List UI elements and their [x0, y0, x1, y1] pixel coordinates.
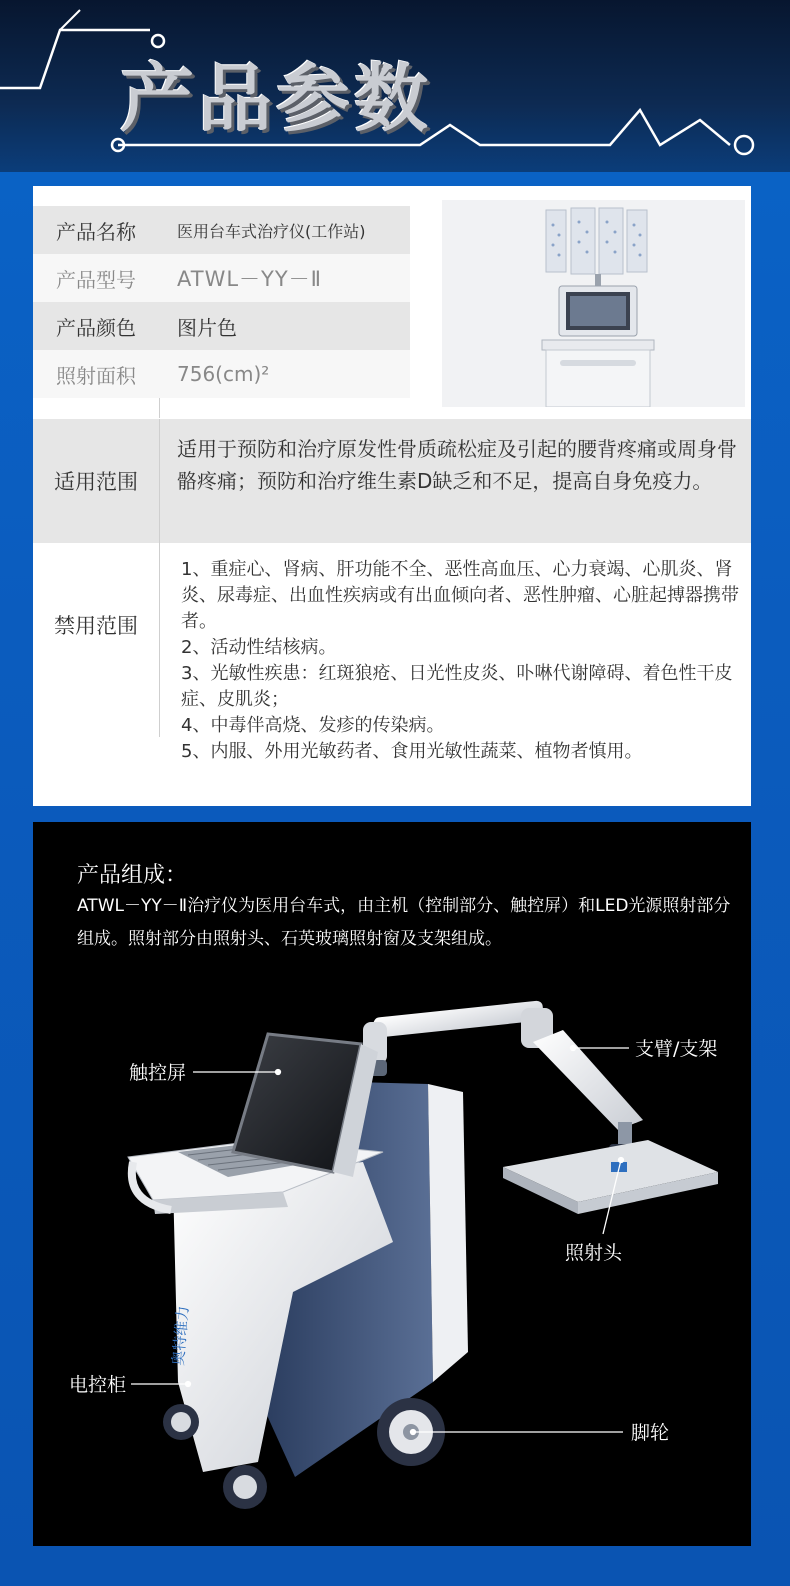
composition-title: 产品组成： — [77, 863, 188, 888]
spec-value: 图片色 — [177, 315, 237, 340]
spec-value: ATWL－YY－Ⅱ — [177, 267, 323, 291]
composition-panel — [33, 822, 751, 1546]
spec-label: 产品型号 — [56, 267, 136, 292]
composition-description: ATWL－YY－Ⅱ治疗仪为医用台车式，由主机（控制部分、触控屏）和LED光源照射部分组成。照射部分由照射头、石英玻璃照射窗及支架组成。 — [77, 896, 731, 949]
spec-row-color — [33, 302, 410, 350]
scope-label: 适用范围 — [54, 470, 138, 494]
brand-logo-text: 奥特维力 — [169, 1304, 193, 1367]
list-item: 1、重症心、肾病、肝功能不全、恶性高血压、心力衰竭、心肌炎、肾炎、尿毒症、出血性疾病或有出血倾向者、恶性肿瘤、心脏起搏器携带者。 — [181, 559, 739, 632]
list-item: 3、光敏性疾患：红斑狼疮、日光性皮炎、卟啉代谢障碍、着色性干皮症、皮肌炎； — [181, 663, 733, 710]
callout-irradiation-head: 照射头 — [565, 1242, 623, 1264]
spec-panel — [33, 186, 751, 806]
spec-row-area — [33, 350, 410, 398]
page-header — [0, 0, 790, 172]
list-item: 4、中毒伴高烧、发疹的传染病。 — [181, 715, 445, 736]
spec-row-scope — [33, 419, 751, 543]
callout-arm: 支臂/支架 — [635, 1038, 718, 1060]
spec-label: 照射面积 — [56, 363, 136, 388]
spec-row-model — [33, 254, 410, 302]
spec-label: 产品颜色 — [56, 315, 136, 340]
spec-label: 产品名称 — [56, 219, 136, 244]
scope-text: 适用于预防和治疗原发性骨质疏松症及引起的腰背疼痛或周身骨骼疼痛；预防和治疗维生素D缺乏和不足，提高自身免疫力。 — [177, 437, 737, 493]
list-item: 5、内服、外用光敏药者、食用光敏性蔬菜、植物者慎用。 — [181, 741, 643, 762]
spec-value: 756(cm)² — [177, 362, 270, 386]
product-photo — [442, 200, 745, 407]
spec-row-name — [33, 206, 410, 254]
contraindications-list — [181, 557, 741, 765]
page-title: 产品参数 — [120, 56, 432, 142]
list-item: 2、活动性结核病。 — [181, 637, 337, 658]
contraindications-label: 禁用范围 — [54, 614, 138, 638]
callout-control-cabinet: 电控柜 — [69, 1374, 127, 1396]
callout-casters: 脚轮 — [631, 1422, 670, 1444]
spec-row-contraindications — [33, 543, 751, 806]
spec-value: 医用台车式治疗仪(工作站) — [177, 221, 366, 241]
callout-touchscreen: 触控屏 — [129, 1062, 187, 1084]
product-photo-illustration — [442, 200, 745, 407]
